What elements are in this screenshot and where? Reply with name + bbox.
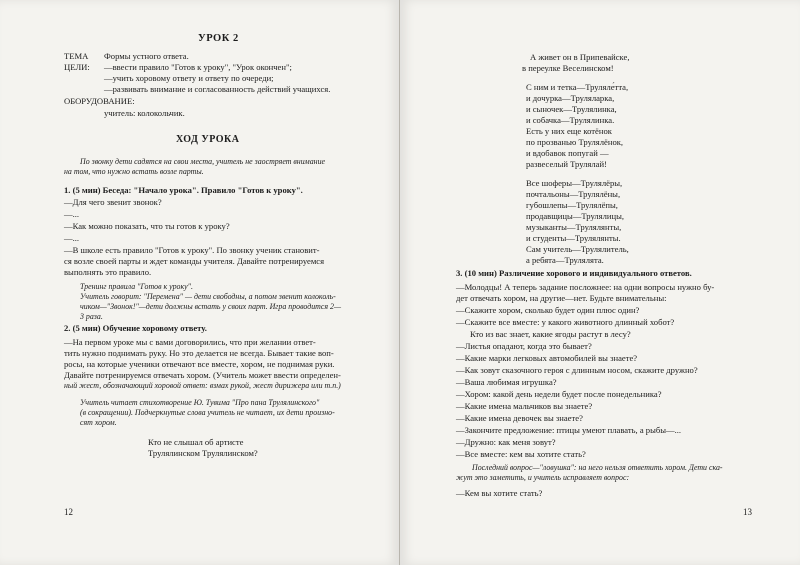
meta-text: учитель: колокольчик. <box>104 108 185 118</box>
poem-line: Кто не слышал об артисте <box>148 437 244 447</box>
text-line: —Скажите хором, сколько будет один плюс один? <box>456 305 640 315</box>
note-line: Учитель читает стихотворение Ю. Тувима "Про пана Трулялинского" <box>80 398 320 407</box>
poem-line: а ребята—Трулялята. <box>526 255 604 265</box>
meta-label: ЦЕЛИ: <box>64 62 90 72</box>
poem-line: и собачка—Трулялинка. <box>526 115 615 125</box>
meta-text: —учить хоровому ответу и ответу по очереди; <box>104 73 274 83</box>
text-line: ный жест, обозначающий хоровой ответ: взмах рукой, жест дирижера или т.п.) <box>64 381 341 390</box>
note-line: жут это заметить, и учитель исправляет вопрос: <box>456 473 630 482</box>
meta-text: —развивать внимание и согласованность действий учащихся. <box>104 84 331 94</box>
text-line: —Все вместе: кем вы хотите стать? <box>456 449 586 459</box>
text-line: ся возле своей парты и ждет команды учителя. Давайте потренируемся <box>64 256 325 266</box>
text-line: —Хором: какой день недели будет после понедельника? <box>456 389 662 399</box>
intro-line: По звонку дети садятся на свои места, учитель не заостряет внимание <box>80 157 326 166</box>
text-line: —Молодцы! А теперь задание посложнее: на одни вопросы нужно бу- <box>456 282 715 292</box>
text-line: —Листья опадают, когда это бывает? <box>456 341 592 351</box>
note-line: 3 раза. <box>80 312 103 321</box>
page-number: 13 <box>743 507 752 517</box>
poem-line: Сам учитель—Трулялитель, <box>526 244 629 254</box>
poem-line: и дочурка—Труляларка, <box>526 93 615 103</box>
text-line: выполнять это правило. <box>64 267 152 277</box>
note-line: чиком—"Звонок!"—дети должны встать у своих парт. Игра проводится 2— <box>80 302 341 311</box>
text-line: —... <box>64 209 80 219</box>
text-line: —Дружно: как меня зовут? <box>456 437 556 447</box>
text-line: —Для чего звенит звонок? <box>64 197 162 207</box>
text-line: —Как можно показать, что ты готов к уроку? <box>64 221 230 231</box>
poem-line: Трулялинском Трулялинском? <box>148 448 258 458</box>
meta-label: ОБОРУДОВАНИЕ: <box>64 96 135 106</box>
lesson-title: УРОК 2 <box>198 33 239 44</box>
text-line: —... <box>64 233 80 243</box>
note-line: сят хором. <box>80 418 117 427</box>
text-line: —Какие имена девочек вы знаете? <box>456 413 583 423</box>
text-line: Давайте потренируемся отвечать хором. (Учитель может ввести определен- <box>64 370 341 380</box>
text-line: тить нужно поднимать руку. Но это делается не всегда. Бывает такие воп- <box>64 348 334 358</box>
text-line: —Как зовут сказочного героя с длинным носом, скажите дружно? <box>456 365 698 375</box>
poem-line: и сыночек—Трулялинка, <box>526 104 617 114</box>
text-line: —Ваша любимая игрушка? <box>456 377 557 387</box>
poem-line: Есть у них еще котёнок <box>526 126 612 136</box>
poem-line: губошлепы—Трулялёпы, <box>526 200 618 210</box>
poem-line: развеселый Трулялай! <box>526 159 607 169</box>
poem-line: в переулке Веселинском! <box>522 63 614 73</box>
note-line: (в сокращении). Подчеркнутые слова учитель не читает, их дети произно- <box>80 408 335 417</box>
text-line: —На первом уроке мы с вами договорились, что при желании ответ- <box>64 337 316 347</box>
page-number: 12 <box>64 507 73 517</box>
text-line: —В школе есть правило "Готов к уроку". По звонку ученик становит- <box>64 245 320 255</box>
poem-line: продавщицы—Трулялицы, <box>526 211 625 221</box>
section-3-title: 3. (10 мин) Различение хорового и индивидуального ответов. <box>456 268 692 278</box>
text-line: —Скажите все вместе: у какого животного длинный хобот? <box>456 317 675 327</box>
text-line: росы, на которые ученики отвечают все вместе, хором, не поднимая руки. <box>64 359 335 369</box>
section-heading: ХОД УРОКА <box>176 134 240 145</box>
poem-line: по прозванью Трулялёнок, <box>526 137 624 147</box>
poem-line: музыканты—Трулялянты, <box>526 222 622 232</box>
note-line: Тренинг правила "Готов к уроку". <box>80 282 193 291</box>
text-line: —Какие имена мальчиков вы знаете? <box>456 401 593 411</box>
poem-line: и студенты—Трулялянты. <box>526 233 621 243</box>
note-line: Последний вопрос—"ловушка": на него нельзя ответить хором. Дети ска- <box>472 463 723 472</box>
note-line: Учитель говорит: "Перемена" — дети свободны, а потом звенит колоколь- <box>80 292 336 301</box>
intro-line: на том, что нужно встать возле парты. <box>64 167 204 176</box>
section-2-title: 2. (5 мин) Обучение хоровому ответу. <box>64 323 207 333</box>
text-line: —Закончите предложение: птицы умеют плавать, а рыбы—... <box>456 425 682 435</box>
poem-line: А живет он в Припевайске, <box>530 52 630 62</box>
text-line: Кто из вас знает, какие ягоды растут в лесу? <box>470 329 631 339</box>
text-line: дет отвечать хором, на другие—нет. Будьте внимательны: <box>456 293 667 303</box>
meta-label: ТЕМА <box>64 51 89 61</box>
poem-line: Все шоферы—Трулялёры, <box>526 178 623 188</box>
poem-line: С ним и тетка—Труляле́тта, <box>526 82 629 92</box>
right-page <box>400 0 800 565</box>
poem-line: почтальоны—Трулялёны, <box>526 189 621 199</box>
meta-text: Формы устного ответа. <box>104 51 189 61</box>
text-line: —Кем вы хотите стать? <box>456 488 543 498</box>
meta-text: —ввести правило "Готов к уроку", "Урок окончен"; <box>104 62 292 72</box>
text-line: —Какие марки легковых автомобилей вы знаете? <box>456 353 638 363</box>
section-1-title: 1. (5 мин) Беседа: "Начало урока". Правило "Готов к уроку". <box>64 185 303 195</box>
poem-line: и вдобавок попугай — <box>526 148 609 158</box>
